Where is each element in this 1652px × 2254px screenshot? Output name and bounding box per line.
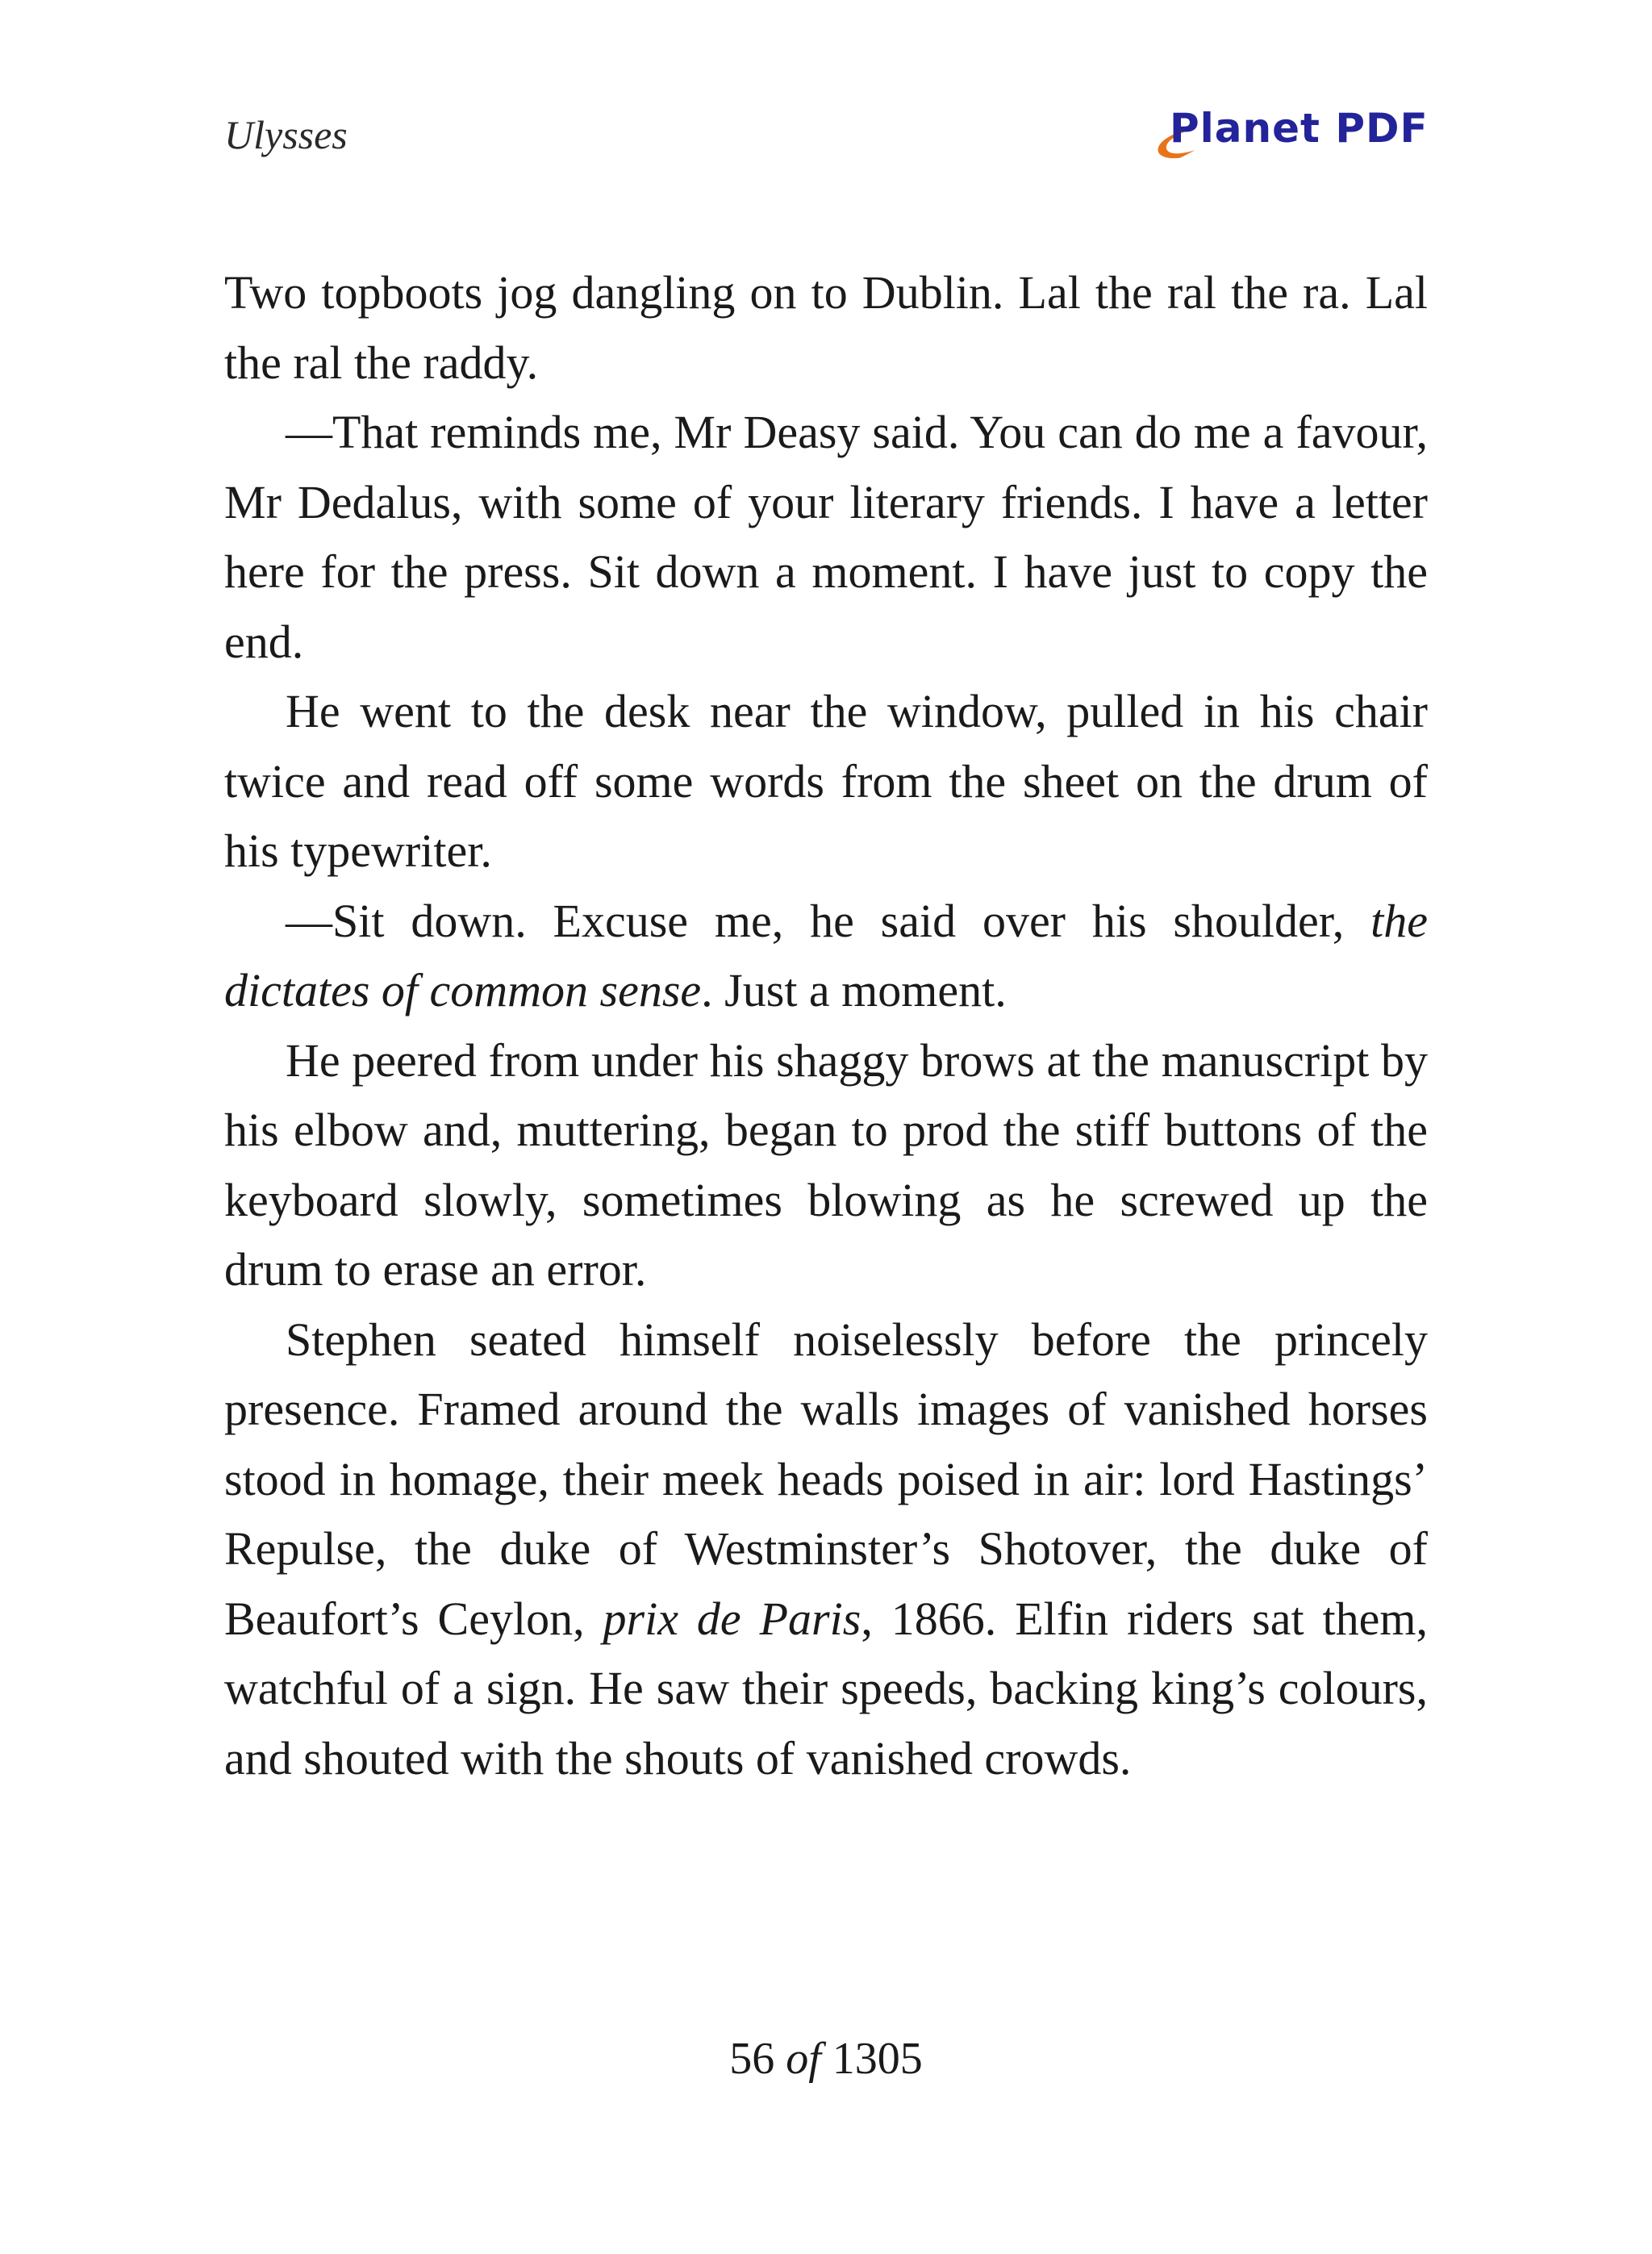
paragraph-6-text-start: Stephen seated himself noiselessly before the princely presence. Framed around the walls images of vanished horses stood in homage, their meek heads poised in air: lord Hastings’ Repulse, the duke of Westminster’s Shotover, the duke of Beaufort’s Ceylon, (224, 1313, 1428, 1645)
paragraph-6-italic: prix de Paris (603, 1592, 861, 1645)
book-title: Ulysses (224, 112, 348, 157)
paragraph-1: Two topboots jog dangling on to Dublin. Lal the ral the ra. Lal the ral the raddy. (224, 266, 1428, 389)
paragraph-4-text-start: —Sit down. Excuse me, he said over his shoulder, (286, 894, 1371, 947)
planet-pdf-logo (1147, 105, 1429, 169)
paragraph-4 (224, 887, 1428, 1026)
page-current: 56 (729, 2034, 775, 2084)
logo-text: Planet PDF (1170, 105, 1429, 152)
paragraph-4-text-end: . Just a moment. (701, 964, 1007, 1016)
paragraph-6 (224, 1305, 1428, 1794)
page-body (224, 258, 1428, 1793)
page-header (224, 105, 1428, 169)
paragraph-3: He went to the desk near the window, pulled in his chair twice and read off some words from the sheet on the drum of his typewriter. (224, 685, 1428, 877)
paragraph-5: He peered from under his shaggy brows at the manuscript by his elbow and, muttering, began to prod the stiff buttons of the keyboard slowly, sometimes blowing as he screwed up the drum to erase an error. (224, 1033, 1428, 1296)
page-number (0, 2033, 1652, 2085)
paragraph-6-text-end: , 1866. Elfin riders sat them, watchful of a sign. He saw their speeds, backing king’s colours, and shouted with the shouts of vanished crowds. (224, 1592, 1428, 1784)
paragraph-4-italic: the dictates of common sense (224, 894, 1428, 1016)
paragraph-2: —That reminds me, Mr Deasy said. You can do me a favour, Mr Dedalus, with some of your literary friends. I have a letter here for the press. Sit down a moment. I have just to copy the end. (224, 406, 1428, 668)
page-total: 1305 (832, 2034, 923, 2084)
page-of: of (786, 2034, 821, 2084)
